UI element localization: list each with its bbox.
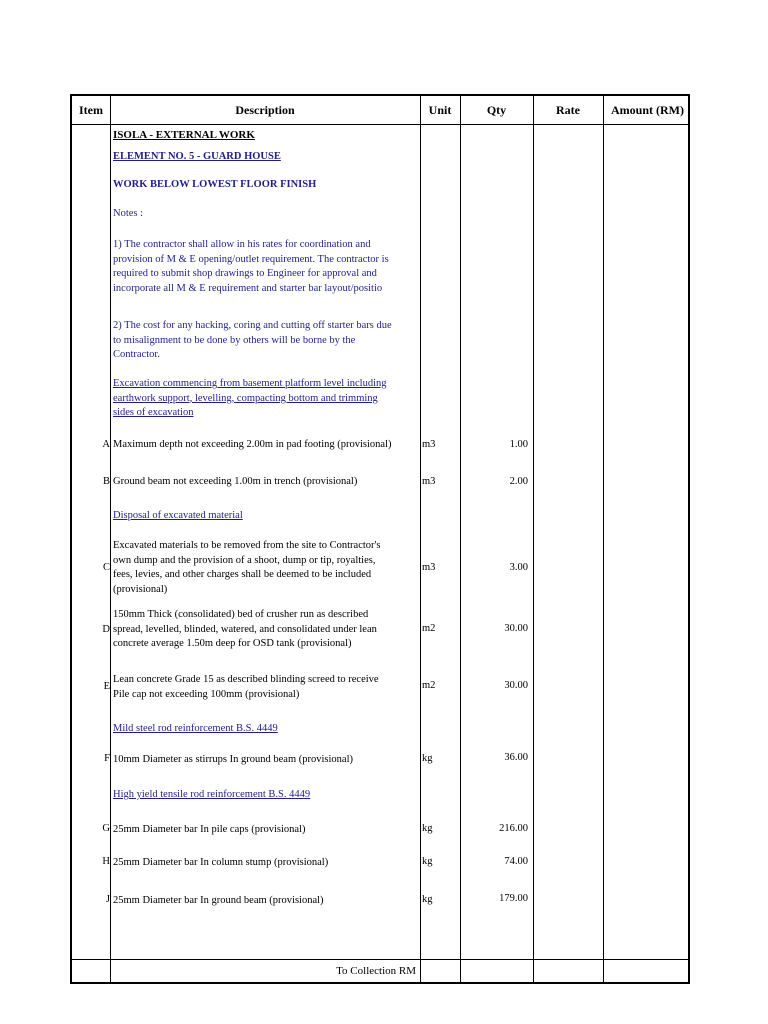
- excavation-heading: [113, 377, 421, 421]
- item-code: E: [103, 681, 110, 692]
- item-unit: m2: [422, 623, 436, 634]
- column-divider: [603, 96, 604, 982]
- description-line: 25mm Diameter bar In pile caps (provisional): [113, 824, 306, 835]
- item-code: H: [102, 856, 110, 867]
- description-line: Maximum depth not exceeding 2.00m in pad footing (provisional): [113, 439, 392, 450]
- item-qty: 74.00: [504, 856, 528, 867]
- header-unit: Unit: [428, 103, 452, 117]
- item-description: [113, 823, 421, 838]
- item-code: A: [102, 439, 110, 450]
- description-line: Lean concrete Grade 15 as described blinding screed to receive: [113, 674, 379, 685]
- item-qty: 36.00: [504, 752, 528, 763]
- item-qty: 3.00: [509, 562, 528, 573]
- item-unit: m3: [422, 476, 436, 487]
- column-divider: [533, 96, 534, 982]
- mild-steel-heading: Mild steel rod reinforcement B.S. 4449: [113, 723, 278, 734]
- description-line: 10mm Diameter as stirrups In ground beam (provisional): [113, 754, 353, 765]
- note-line: incorporate all M & E requirement and starter bar layout/positio: [113, 282, 383, 294]
- item-unit: kg: [422, 823, 433, 834]
- description-line: Pile cap not exceeding 100mm (provisional): [113, 688, 300, 700]
- notes-label: Notes :: [113, 208, 144, 219]
- item-description: [113, 856, 421, 871]
- header-rate: Rate: [556, 103, 580, 117]
- note-line: to misalignment to be done by others will be borne by the: [113, 334, 356, 346]
- item-code: C: [102, 562, 110, 573]
- heading-line: Excavation commencing from basement platform level including: [113, 378, 387, 389]
- item-code: B: [102, 476, 110, 487]
- work-heading: WORK BELOW LOWEST FLOOR FINISH: [113, 179, 317, 190]
- description-line: Excavated materials to be removed from the site to Contractor's: [113, 540, 381, 551]
- heading-line: sides of excavation: [113, 407, 194, 419]
- description-line: 150mm Thick (consolidated) bed of crusher run as described: [113, 609, 369, 620]
- description-line: Ground beam not exceeding 1.00m in trench (provisional): [113, 476, 358, 487]
- item-qty: 30.00: [504, 623, 528, 634]
- item-qty: 179.00: [499, 893, 528, 904]
- header-divider: [72, 124, 688, 125]
- item-description: [113, 673, 421, 702]
- note-line: required to submit shop drawings to Engineer for approval and: [113, 268, 377, 280]
- element-heading: ELEMENT NO. 5 - GUARD HOUSE: [113, 151, 281, 162]
- note-line: 2) The cost for any hacking, coring and cutting off starter bars due: [113, 320, 392, 331]
- note-line: provision of M & E opening/outlet requirement. The contractor is: [113, 253, 389, 265]
- item-description: [113, 894, 421, 909]
- note-line: Contractor.: [113, 349, 160, 361]
- description-line: concrete average 1.50m deep for OSD tank (provisional): [113, 638, 352, 650]
- description-line: 25mm Diameter bar In column stump (provisional): [113, 857, 329, 868]
- item-qty: 216.00: [499, 823, 528, 834]
- item-unit: m3: [422, 439, 436, 450]
- item-description: [113, 438, 421, 453]
- item-unit: m3: [422, 562, 436, 573]
- description-line: spread, levelled, blinded, watered, and consolidated under lean: [113, 623, 377, 635]
- section-title: ISOLA - EXTERNAL WORK: [113, 129, 255, 141]
- item-unit: kg: [422, 894, 433, 905]
- disposal-heading: Disposal of excavated material: [113, 510, 243, 521]
- description-line: 25mm Diameter bar In ground beam (provisional): [113, 895, 324, 906]
- item-description: [113, 608, 421, 652]
- header-description: Description: [235, 103, 295, 117]
- header-amount: Amount (RM): [611, 103, 684, 117]
- description-line: (provisional): [113, 583, 168, 595]
- item-description: [113, 753, 421, 768]
- header-qty: Qty: [486, 103, 507, 117]
- heading-line: earthwork support, levelling, compacting bottom and trimming: [113, 392, 378, 404]
- description-line: own dump and the provision of a shoot, dump or tip, royalties,: [113, 554, 376, 566]
- column-divider: [110, 96, 111, 982]
- bill-of-quantities-table: [70, 94, 690, 984]
- item-code: G: [102, 823, 110, 834]
- note-line: 1) The contractor shall allow in his rates for coordination and: [113, 239, 371, 250]
- item-qty: 1.00: [509, 439, 528, 450]
- item-code: F: [104, 753, 110, 764]
- item-description: [113, 475, 421, 490]
- note-2: [113, 319, 421, 363]
- note-1: [113, 238, 421, 296]
- item-qty: 30.00: [504, 680, 528, 691]
- item-code: D: [102, 624, 110, 635]
- item-description: [113, 539, 421, 597]
- high-yield-heading: High yield tensile rod reinforcement B.S. 4449: [113, 789, 311, 800]
- to-collection-label: To Collection RM: [336, 965, 416, 977]
- footer-divider: [72, 959, 688, 960]
- item-code: J: [105, 894, 110, 905]
- item-qty: 2.00: [509, 476, 528, 487]
- item-unit: kg: [422, 753, 433, 764]
- item-unit: kg: [422, 856, 433, 867]
- description-line: fees, levies, and other charges shall be deemed to be included: [113, 569, 372, 581]
- column-divider: [460, 96, 461, 982]
- header-item: Item: [79, 103, 103, 117]
- item-unit: m2: [422, 680, 436, 691]
